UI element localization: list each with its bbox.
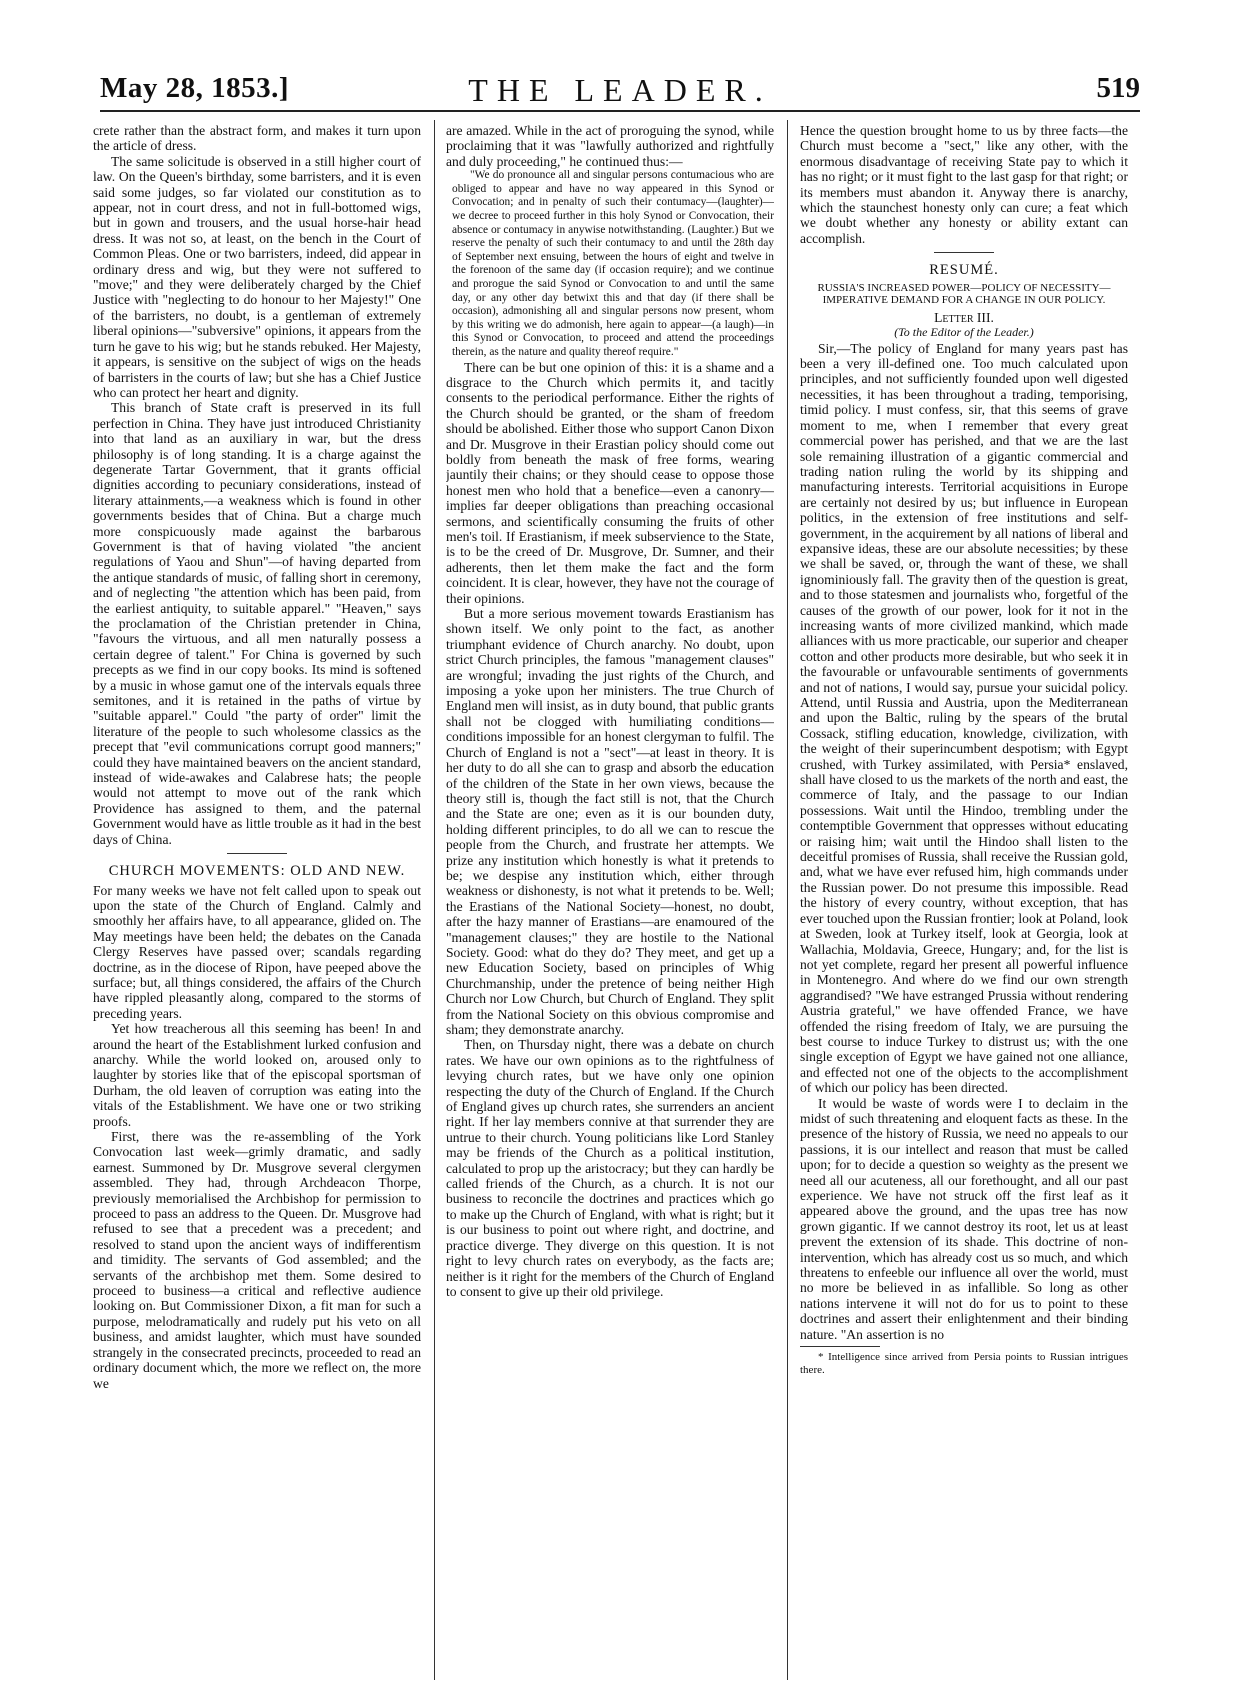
masthead-rule (100, 110, 1140, 112)
paragraph: It would be waste of words were I to declaim in the midst of such threatening and eloquent facts as these. In the presence of the history of Russia, we need no appeals to our passions, it is our intellect and reason that must be called upon; for to decide a question so weighty as the present we need all our acuteness, all our forethought, and all our past experience. We have not struck off the first leaf as it appeared above the ground, and the upas tree has now grown gigantic. If we cannot destroy its root, let us at least prevent the extension of its shade. This doctrine of non-intervention, which has already cost us so much, and which threatens to enfeeble our influence all over the world, must no more be believed in as infallible. So long as other nations intervene it will not do for us to point to these doctrines and assert their enlightenment and their binding nature. "An assertion is no (800, 1095, 1128, 1342)
footnote: * Intelligence since arrived from Persia points to Russian intrigues there. (800, 1351, 1128, 1376)
column-rule-2 (787, 120, 788, 1680)
paragraph: crete rather than the abstract form, and makes it turn upon the article of dress. (93, 123, 421, 154)
paragraph: Yet how treacherous all this seeming has been! In and around the heart of the Establishment lurked confusion and anarchy. While the world looked on, aroused only to laughter by stories like that of the episcopal sportsman of Durham, the old leaven of corruption was eating into the vitals of the Establishment. We have one or two striking proofs. (93, 1021, 421, 1129)
paragraph: For many weeks we have not felt called upon to speak out upon the state of the Church of England. Calmly and smoothly her affairs have, to all appearance, glided on. The May meetings have been held; the debates on the Canada Clergy Reserves have passed over; scandals regarding doctrine, as in the diocese of Ripon, have peeped above the surface; but, all things considered, the affairs of the Church have rippled pleasantly along, compared to the storms of preceding years. (93, 882, 421, 1021)
page-number: 519 (1096, 72, 1140, 104)
paragraph: Sir,—The policy of England for many years past has been a very ill-defined one. Too much calculated upon principles, and not sufficiently founded upon well digested necessities, it has been throughout a trading, temporising, timid policy. I must confess, sir, that this seems of grave moment to me, when I remember that every great commercial power has perished, and that we are the last sole remaining illustration of a gigantic commercial and trading nation ruling the world by its shipping and manufacturing interests. Territorial acquisitions in Europe are certainly not desired by us; but influence in European politics, in the extension of free institutions and self-government, in the acquirement by all nations of liberal and expansive ideas, these are our absolute necessities; by these we shall be saved, or, through the want of these, we shall ignominiously fall. The gravity then of the question is great, and to those statesmen and journalists who, forgetful of the causes of the growth of our power, look for it not in the increasing wants of more civilized mankind, which made alliances with us more practicable, our superior and cheaper cotton and other products more desirable, but who seek it in the favourable or unfavourable sentiments of governments and not of nations, I would say, pursue your suicidal policy. Attend, until Russia and Austria, upon the Mediterranean and upon the Baltic, ruling by the spears of the brutal Cossack, stifling education, knowledge, civilization, with the weight of their superincumbent despotism; with Egypt crushed, with Turkey assimilated, with Persia* enslaved, shall have closed to us the markets of the north and east, the commerce of Italy, and the passage to our Indian possessions. Wait until the Hindoo, trembling under the contemptible Government that oppresses without educating or raising him; wait until the Hindoo shall listen to the deceitful promises of Russia, shall receive the Russian gold, and, what we have ever refused him, high commands under the Russian power. Do not presume this impossible. Read the history of every country, without exception, that has ever touched upon the Russian frontier; look at Poland, look at Sweden, look at Turkey itself, look at Georgia, look at Wallachia, Moldavia, Greece, Hungary; and, for the list is not yet complete, regard her present all powerful influence in Montenegro. And where do we find our own strength aggrandised? "We have estranged Prussia without rendering Austria grateful," we have offended France, we have offended the rising freedom of Italy, we are pursuing the best course to induce Turkey to distrust us; with the one single exception of Egypt we have gained not one alliance, and effected not one of the objects to the accomplishment of which our policy has been directed. (800, 340, 1128, 1096)
article-heading: RESUMÉ. (929, 262, 999, 279)
section-divider (934, 252, 994, 253)
column-1 (93, 123, 421, 1678)
section-divider (227, 853, 287, 854)
masthead (100, 72, 1140, 108)
paragraph: There can be but one opinion of this: it is a shame and a disgrace to the Church which permits it, and tacitly consents to the periodical performance. Either the rights of the Church should be granted, or the sham of freedom should be abolished. Either those who support Canon Dixon and Dr. Musgrove in their Erastian policy should come out boldly from beneath the mask of free forms, wearing jauntily their chains; or they should cease to oppose those honest men who hold that a benefice—even a canonry—implies far deeper obligations than preaching occasional sermons, and scientifically consuming the fruits of other men's toil. If Erastianism, if meek subservience to the State, is to be the creed of Dr. Musgrove, Dr. Sumner, and their adherents, then let them make the fact and the form coincident. It is clear, however, they have not the courage of their opinions. (446, 359, 774, 606)
paragraph: Then, on Thursday night, there was a debate on church rates. We have our own opinions as to the rightfulness of levying church rates, but we have only one opinion respecting the duty of the Church of England. If the Church of England gives up church rates, she surrenders an ancient right. If her lay members connive at that surrender they are untrue to their church. Young politicians like Lord Stanley may be friends of the Church as a political institution, calculated to prop up the aristocracy; but they can hardly be called friends of the Church, as a church. It is not our business to reconcile the doctrines and practices which go to make up the Church of England, with what is right; but it is our business to point out where right, and doctrine, and practice diverge. They diverge on this question. It is not right to levy church rates on everybody, as the facts are; neither is it right for the members of the Church of England to consent to give up their old privilege. (446, 1037, 774, 1299)
footnote-rule (800, 1346, 880, 1347)
paragraph: are amazed. While in the act of proroguing the synod, while proclaiming that it was "lawfully authorized and rightfully and duly proceeding," he continued thus:— (446, 123, 774, 169)
quoted-document: "We do pronounce all and singular persons contumacious who are obliged to appear and have no way appeared in this Synod or Convocation; and in penalty of such their contumacy—(laughter)—we decree to proceed further in this holy Synod or Convocation, their absence or contumacy in anywise notwithstanding. (Laughter.) But we reserve the penalty of such their contumacy to and until the 28th day of September next ensuing, between the hours of eight and twelve in the forenoon of the same day (if occasion require); and we continue and prorogue the said Synod or Convocation to and until the same day, or any other day betwixt this and that day (if there shall be occasion), admonishing all and singular persons now present, whom by this writing we do admonish, here again to appear—(a laugh)—in this Synod or Convocation, to proceed and attend the proceedings therein, as the nature and quality thereof require." (452, 169, 774, 358)
article-subheading: RUSSIA'S INCREASED POWER—POLICY OF NECESSITY—IMPERATIVE DEMAND FOR A CHANGE IN OUR POLICY. (817, 281, 1111, 307)
paragraph: This branch of State craft is preserved in its full perfection in China. They have just introduced Christianity into that land as an auxiliary in war, but the dress philosophy is of long standing. It is a charge against the degenerate Tartar Government, that it grants official dignities according to pecuniary considerations, instead of literary attainments,—a weakness which is found in other governments besides that of China. But a charge much more conspicuously made against the barbarous Government is that of having violated "the ancient regulations of Yaou and Shun"—of having departed from the antique standards of music, of falling short in ceremony, and of neglecting "the attention which has been paid, from the earliest antiquity, to suitable apparel." "Heaven," says the proclamation of the Christian pretender in China, "favours the virtuous, and all men naturally possess a certain degree of talent." For China is governed by such precepts as we find in our copy books. Its mind is softened by a music in whose gamut one of the intervals equals three semitones, and it is retained in the paths of virtue by "suitable apparel." Could "the party of order" limit the literature of the people to such wholesome classics as the precept that "evil communications corrupt good manners;" could they have maintained beavers on the ancient standard, instead of wide-awakes and Calabrese hats; the people would not attempt to move out of the rank which Providence has assigned to them, and the paternal Government would have as little trouble as it had in the best days of China. (93, 400, 421, 847)
column-rule-1 (434, 120, 435, 1680)
letter-addressee: (To the Editor of the Leader.) (894, 325, 1034, 340)
issue-date: May 28, 1853.] (100, 72, 290, 104)
letter-number: Letter III. (934, 309, 994, 325)
newspaper-title: THE LEADER. (468, 72, 772, 108)
column-2 (446, 123, 774, 1678)
paragraph: But a more serious movement towards Erastianism has shown itself. We only point to the fact, as another triumphant evidence of Church anarchy. No doubt, upon strict Church principles, the famous "management clauses" are wrongful; invading the just rights of the Church, and imposing a yoke upon her ministers. The true Church of England men will insist, as in duty bound, that public grants shall not be clogged with humiliating conditions—conditions impossible for an honest clergyman to fulfil. The Church of England is not a "sect"—at least in theory. It is her duty to do all she can to grasp and absorb the education of the children of the State in her own views, because the theory still is, though the fact still is not, that the Church and the State are one; even as it is our bounden duty, holding different principles, to do all we can to rescue the people from the Church, and frustrate her attempts. We prize any institution which honestly is what it pretends to be; we despise any institution which, either through weakness or dishonesty, is not what it pretends to be. Well; the Erastians of the National Society—honest, no doubt, after the hazy manner of Erastians—are enamoured of the "management clauses;" they are hostile to the National Society. Good: what do they do? They meet, and get up a new Education Society, based on principles of Whig Churchmanship, under the pretence of being neither High Church nor Low Church, but Church of England. They split from the National Society on this obvious compromise and sham; they demonstrate anarchy. (446, 606, 774, 1037)
paragraph: First, there was the re-assembling of the York Convocation last week—grimly dramatic, and sadly earnest. Summoned by Dr. Musgrove several clergymen assembled. They had, through Archdeacon Thorpe, previously memorialised the Archbishop for permission to proceed to pass an address to the Queen. Dr. Musgrove had refused to see that a precedent was a precedent; and resolved to stand upon the ancient ways of indifferentism and timidity. The servants of God assembled; and the servants of the archbishop met them. Some desired to proceed to business—a critical and reflective audience looking on. But Commissioner Dixon, a fit man for such a purpose, melodramatically and rudely put his veto on all business, and amidst laughter, which must have sounded strangely in the consecrated precincts, proceeded to read an ordinary document which, the more we reflect on, the more we (93, 1129, 421, 1391)
column-3 (800, 123, 1128, 1678)
paragraph: Hence the question brought home to us by three facts—the Church must become a "sect," like any other, with the enormous disadvantage of receiving State pay to which it has no right; or it must fight to the last gasp for that right; or its members must abandon it. Anyway there is anarchy, which the staunchest honesty only can cure; a feat which we doubt whether any honesty or ability extant can accomplish. (800, 123, 1128, 246)
paragraph: The same solicitude is observed in a still higher court of law. On the Queen's birthday, some barristers, and it is even said some judges, so far violated our constitution as to appear, not in court dress, and not in full-bottomed wigs, but in gown and trousers, and the usual horse-hair head dress. It was not so, at least, on the bench in the Court of Common Pleas. One or two barristers, indeed, did appear in ordinary dress and wig, but they were not suffered to "move;" and they were deliberately charged by the Chief Justice with "neglecting to do honour to her Majesty!" One of the barristers, no doubt, is a gentleman of extremely liberal opinions—"subversive" opinions, it appears from the turn he gave to his wig; but he stands rebuked. Her Majesty, it appears, is sensitive on the subject of wigs on the heads of barristers in the courts of law; but she has a Chief Justice who can protect her heart and dignity. (93, 153, 421, 400)
article-heading: CHURCH MOVEMENTS: OLD AND NEW. (108, 863, 406, 880)
